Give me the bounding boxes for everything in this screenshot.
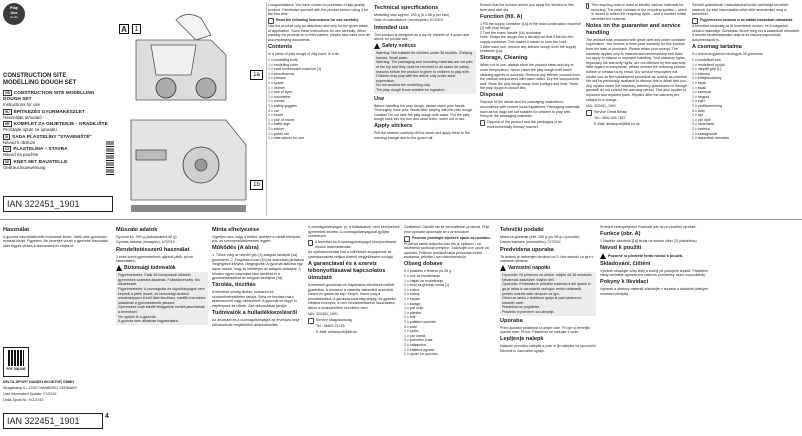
en-use2-text: Before handling the play dough, please wash your hands. Thoroughly rinse your hands after playing with the play dough. Caution! Do not take the play dough with water. Put the play dough back into the tins and close them, when not in use.: [374, 103, 474, 122]
list-item: 3 x auto: [404, 324, 417, 329]
lang-title: ÉPÍTKEZÉS GYURMAKÉSZLET: [13, 109, 85, 115]
book-icon: [404, 236, 410, 242]
hr-read-warning-text: Pozorno pročitajte sljedeće upute za uporabu.: [412, 235, 491, 240]
hu-packaging-text: A csomagolóanyagok, pl. a fóliatasakok, nem kerülhetnek gyermekek kezébe. A csomagolóanyagokat gyűjtse szelektíven.: [308, 225, 400, 239]
en-recycle-code-text: The recycling code is used to identify various materials for recycling. The code consists of the recycling symbol – which is meant to reflect the recycling cycle – and a number which identifies the material.: [591, 3, 688, 21]
en-sticker-heading: Apply stickers: [374, 123, 413, 130]
list-item: 1 x spade: [268, 81, 284, 85]
hu-bottom-1: [116, 225, 208, 433]
list-item: 1 x egér: [692, 99, 705, 104]
recycle-icon: [480, 120, 485, 126]
cz-disposal-heading: Pokyny k likvidaci: [600, 279, 649, 286]
si-usage-heading: Uporaba: [500, 317, 523, 324]
lang-sub: Návod na použitie: [3, 152, 39, 158]
page-marker: 4: [105, 413, 109, 420]
list-item: 1 x guard rail: [268, 131, 289, 136]
list-item: 3 x car: [268, 108, 279, 113]
warning-triangle-icon: [116, 265, 122, 271]
lang-title: SADA PLASTELÍNY "STAVENIŠTĚ": [12, 134, 92, 140]
brand-heading: DELTA-SPORT HANDELSKONTOR GMBH: [3, 380, 74, 384]
en-recycle-code: [586, 3, 688, 21]
recycle-code-icon: [586, 3, 589, 9]
hu-warranty-text: A terméket gondosan és folyamatos ellenőrzés mellett gyártottuk. A termékre a vásárlás dátumától számított három év garanciát kap. Kérjük, őrizze meg a pénztárblokkot. A garancia kizárólag anyag- és gyártási hibákra érvényes, a nem rendeltetésszerű használatra, illetve a szakszerűtlen kezelésre nem.: [308, 283, 396, 311]
hu-contents-intro: 5 x dobozos gyurma mindegyik 28 grammos:: [692, 52, 764, 57]
en-intro: Congratulations! You have chosen to purchase a high-quality product. Familiarise yourself with the product before using it for the first time.: [268, 3, 369, 17]
list-item: 2 x matrica: [692, 126, 710, 131]
hu-use-text: 3 éves kortól gyermekeknek ajánlott játék, privát használatra.: [116, 254, 193, 264]
hu-disposal-text: Az árucikket és a csomagolóanyagot az érvényes helyi előírásoknak megfelelően ártalmatlanítsa.: [212, 318, 300, 327]
figure-label-1b: 1b: [250, 180, 263, 190]
list-item: 3 After each use, remove any leftover dough from the supply container [1a].: [480, 44, 577, 54]
si-use-heading: Predvidena uporaba: [500, 246, 554, 253]
list-item: 1 x kőfejtőcsákány: [692, 76, 722, 81]
warning-triangle-icon: [374, 43, 380, 49]
hu-tech-date: Gyártás dátuma (hónap/év): 07/2019: [116, 240, 175, 245]
list-item: 1 x upute za uporabu: [404, 352, 438, 357]
list-item: Plastelin ni primeren za uživanje.: [502, 309, 555, 314]
hu-bottom-3: [308, 225, 400, 433]
brand-ident: Delta-Sport-Nr.: KG-8743: [3, 397, 44, 402]
hu-safety-heading: [116, 265, 208, 271]
list-item: 2 x traffic sign: [268, 122, 291, 127]
en-read-warning-text: Read the following instructions for use carefully.: [276, 18, 359, 23]
list-item: 2 x naljepnica: [404, 342, 426, 347]
list-item: 1 x szempár: [692, 90, 712, 95]
road-strip: [131, 205, 246, 212]
list-item: 1 x pickaxe: [268, 76, 286, 81]
road-machine-illustration: [116, 0, 265, 218]
hu-function-heading: Működés (A ábra): [212, 245, 259, 252]
brand-date: Last Information Update: 07/2019: [3, 391, 57, 396]
figure-label-a: A: [119, 24, 129, 34]
figure-panel: [116, 0, 265, 218]
list-item: Note: Shape the dough into a flat strip so that it fits into the supply container. This makes it easier to form the road.: [480, 35, 574, 45]
cz-storage-heading: Skladování, čištění: [600, 260, 651, 267]
en-contents-heading: Contents: [268, 44, 293, 51]
si-usage-text: Pred uporabo plastelina si umijte roke. Po igri si temeljito operite roke. Pozor: Plastelina ne mešajte z vodo.: [500, 325, 591, 335]
cover-title-1: CONSTRUCTION SITE: [3, 73, 67, 79]
hu-intro-2: A terméket kizárólag az itt ismertetett módon, és a megadott célokra használja. Gondosan őrizze meg ezt a használati útmutatót. A termék továbbadásakor adja át az összes kapcsolódó dokumentációt is.: [692, 24, 800, 42]
warning-triangle-icon: [500, 265, 506, 271]
en-use-text: This product is designed as a toy for children of 3 years and above for private use.: [374, 32, 470, 42]
si-safety-list: [500, 272, 596, 315]
page-divider: [0, 219, 802, 220]
en-safety-heading-text: Safety notices: [382, 42, 416, 49]
hu-bottom-2: [212, 225, 304, 433]
list-item: Gyermekek csak felnőtt felügyelete mellett játszhatnak a termékkel.: [118, 305, 205, 314]
cz-read-warning: [600, 253, 710, 259]
hu-storage-heading: Tárolás, tisztítás: [212, 282, 256, 289]
list-item: 1 x lopata: [404, 297, 420, 302]
lang-cz: [3, 146, 113, 157]
logo-line-1: Play: [9, 5, 19, 10]
hu-recycle-note: [308, 240, 400, 249]
logo: [3, 3, 25, 25]
list-item: Opozorilo: Embalaža in pritrdilni material ni del igrače in ga je treba iz varnostnih razlogov vedno odstraniti, preden izdelek date otrokom za igro.: [502, 282, 591, 296]
column-rule: [266, 2, 267, 216]
lang-gb: [3, 90, 113, 107]
hr-contents-heading: Obseg dobave: [404, 261, 443, 268]
hu-warranty-heading: A garanciával és a szerviz lebonyolításával kapcsolatos útmutató: [308, 261, 386, 282]
en-function-heading: Function (fill. A): [480, 13, 523, 20]
list-item: 1 x nož za modeliranje: [404, 274, 440, 279]
si-tech-text: Masa za gnetenje pribl. 290 g (po 58 g v posodici): [500, 234, 580, 239]
cz-disposal-text: Výrobek a obalový materiál zlikvidujte v souladu s aktuálně platnými místními předpisy.: [600, 287, 709, 296]
list-item: Children may play with the article only under adult supervision.: [376, 74, 456, 83]
recycle-icon: [308, 240, 313, 246]
cover-title-2: MODELLING DOUGH SET: [3, 80, 77, 86]
hu-service-text: Service Magyarország: [316, 317, 352, 322]
hr-intro: Čestitamo! Odlučili ste se za kvalitetan proizvod. Prije prve uporabe upoznajte se s proizvodom.: [404, 225, 490, 234]
list-item: 1 x road construction machine [1]: [268, 67, 321, 72]
en-col-3: [480, 3, 582, 217]
list-item: 1 x pair of shoes: [268, 117, 295, 122]
cover-panel: [0, 0, 115, 218]
logo-line-3: Junior: [9, 15, 19, 20]
hu-sticker-heading: Minta elhelyezése: [212, 226, 260, 233]
list-item: 1 x védőszemüveg: [692, 103, 722, 108]
en-recycle-text: Dispose of the product and the packaging in an environmentally friendly manner.: [486, 120, 563, 129]
lang-hr: [3, 121, 113, 132]
list-item: 1 x útépítő gép [1]: [692, 67, 721, 72]
list-item: Figyelmeztetés: A csomagolás és rögzítőanyagok nem képezik a játék részét, és biztonsági okokból mindenképpen el kell őket távolítani, mielőtt a terméket odaadnák a gyermekeknek játszani.: [118, 286, 206, 305]
machine-wheel: [156, 78, 176, 98]
en-contents-intro: In a piece of play dough of 28g each, in a tin:: [268, 52, 340, 57]
list-item: 1 x mountains: [268, 94, 291, 99]
list-item: 2 x prometni znak: [404, 338, 433, 343]
cz-function-text: 1 Naplňte zásobník [1a] stroje na stavbu silnic [1] plastelínou.: [600, 239, 698, 244]
list-item: Opozorilo: Ni primerno za otroke, mlajše od 36 mesecev. Nevarnost zadušitve. Majhni deli.: [502, 273, 593, 282]
list-item: 2 x sticker: [268, 126, 285, 131]
list-item: 1 x kaciga: [404, 301, 421, 306]
pdf-online-label: PDF ONLINE: [6, 367, 26, 371]
hu-safety-heading-text: Biztonsági tudnivalók: [124, 264, 176, 271]
cz-read-warning-text: Pozorně si přečtěte tento návod k použití.: [608, 253, 684, 258]
list-item: 1 x safety goggles: [268, 103, 297, 108]
list-item: 1 x lap: [692, 113, 703, 118]
hr-read-warning: [404, 236, 496, 242]
crank-hub: [195, 159, 207, 171]
list-item: 1 x modellező kés: [692, 58, 721, 63]
list-item: 1 x használati útmutató: [692, 136, 729, 141]
list-item: 1 x helmet: [268, 85, 285, 90]
logo-line-2: tive: [10, 9, 18, 15]
list-item: Do not swallow the modelling clay.: [376, 83, 431, 88]
list-item: Figyelmeztetés: Csak 36 hónaposnál idősebb gyermekek számára alkalmas. Fulladásveszély. Kis alkatrészek.: [118, 273, 200, 287]
hu-use-heading: Rendeltetésszerű használat: [116, 246, 190, 253]
en-warranty-heading: Notes on the guarantee and service handling: [586, 22, 681, 36]
en-warranty-text: The product was produced with great care and under constant supervision. You receive a three-year warranty for this product from the date of purchase. Please retain your receipt. The warranty applies only to material and workmanship and does not apply to misuse or improper handling. Your statutory rights, especially the warranty rights, are not affected by this warranty. With regard to complaints, please contact the following service hotline or contact us by email. Our service employees will advise you on the subsequent procedure as quickly as possible. We will be personally available to discuss this in detail with you. Any repairs under the warranty, statutory guarantees or through goodwill do not extend the warranty period. This also applies to replaced and repaired parts. Repairs after the warranty are subject to a charge.: [586, 37, 688, 102]
list-item: Otroci se lahko z izdelkom igrajo le pod nadzorom odraslih oseb.: [502, 296, 582, 305]
list-item: 1 x kramp: [404, 292, 420, 297]
list-item: 1 x mouse: [268, 99, 285, 104]
figure-label-1a: 1a: [250, 70, 263, 80]
si-sticker-heading: Lepljenje nalepk: [500, 336, 544, 343]
list-item: 1 x sisak: [692, 85, 706, 90]
list-item: 1 x zaštitna ograda: [404, 347, 435, 352]
list-item: 1 x instructions for use: [268, 136, 304, 141]
lang-sub: Pročitajte upute za uporabu: [3, 127, 57, 133]
hu-recycle-text: A terméket és a csomagolóanyagot környezetbarát módon ártalmatlanítsa.: [314, 240, 396, 249]
list-item: Warning: Not suitable for children under 36 months. Choking hazard. Small parts.: [376, 51, 473, 60]
hu-tech-heading: Műszaki adatok: [116, 226, 158, 233]
list-item: 1 x hegyek: [692, 94, 710, 99]
list-item: 1 x lapát: [692, 81, 706, 85]
hu-safety-list: [116, 272, 208, 325]
warning-triangle-icon: [600, 253, 606, 259]
list-item: 1 x talicska: [692, 71, 710, 76]
lang-code: CZ: [5, 147, 10, 152]
crank-handle: [136, 150, 166, 160]
cz-manual-heading: Návod k použití: [600, 245, 642, 252]
list-item: 1 x valjak za modeliranje: [404, 278, 444, 283]
list-item: 3 x autó: [692, 108, 705, 113]
en-intro-2: Use the product only as described and only for the given areas of application. Store these instructions for use carefully. When passing the product on to third parties, please also hand over all accompanying documents.: [268, 24, 370, 42]
brand-block: [3, 380, 113, 404]
list-item: 1 x par cipela: [404, 333, 426, 338]
hu-intro: Szívből gratulálunk! Választásával kiváló minőségű terméket vásárolt. Az első használatba vétel előtt ismerkedjen meg a termékkel.: [692, 3, 789, 17]
en-storage-text: When not in use, always store the product clean and dry at room temperature. Never clean the play dough with harsh cleaning agents or solvents. Remove any leftover product from the various components with warm water. Dry the components well. Store the play dough away from sunlight and heat. Store the play dough in closed tins.: [480, 63, 580, 91]
si-safety-heading: [500, 265, 596, 271]
en-disposal-heading: Disposal: [480, 92, 504, 99]
list-item: 1 x modelling roller: [268, 62, 299, 67]
cz-storage-text: Výrobek skladujte vždy čistý a suchý při pokojové teplotě. Plastelínu nikdy nečistěte agresivními čisticími prostředky nebo rozpouštědly.: [600, 268, 709, 278]
list-item: A gyurma nem alkalmas fogyasztásra.: [118, 319, 179, 324]
cz-function-heading: Funkce (obr. A): [600, 231, 641, 238]
phone-icon: [586, 110, 592, 116]
si-safety-heading-text: Varnostni napotki: [508, 264, 550, 271]
lang-code: DE: [5, 159, 10, 164]
lang-si: [3, 134, 113, 145]
list-item: Plastelina ne pogoltnite.: [502, 305, 541, 310]
machine-wheel: [196, 78, 216, 98]
lang-title: PLASTELÍNA – STAVBA: [13, 147, 68, 153]
hu-function-text: 1. Töltse meg az útépítő gép [1] adagoló tartályát [1a] gyurmával. 2. Forgassa a kart [1b] az óramutató járásával megegyező irányba. Megjegyzés: A gyurmát alakítsa egy lapos csíkká, hogy az beleférjen az adagoló tartályba. 3. Minden egyes használat után távolítsa el a gyurmamaradékot az adagoló tartályból [1a].: [212, 253, 304, 281]
hu-storage-text: A terméket mindig tisztán, szárazon és szobahőmérsékleten tárolja. Soha ne tisztítsa maró tisztítószerrel vagy oldószerrel. A gyurmát ne tegye ki napfénynek és hőnek. Zárt dobozokban tárolja.: [212, 290, 297, 309]
si-sticker-text: Nalepke previdno odlepite s pole in jih nalepite na opozorilni trikotnik in varovalno ograjo.: [500, 344, 596, 353]
hu-contents-heading: A csomag tartalma: [692, 44, 742, 51]
figure-label-1: 1: [132, 24, 141, 34]
hu-tech-text: Gyurma kb. 290 g (dobozonként 58 g): [116, 234, 177, 239]
en-disposal-text: Dispose of the article and the packaging materials in accordance with current local regulations. Packaging materials such as foil bags are not suitable for children to play with. Recycle the packaging materials.: [480, 100, 580, 119]
en-tech-heading: Technical specifications: [374, 4, 439, 11]
back-cover: [3, 225, 113, 433]
en-col-2: [374, 3, 476, 217]
list-item: The play dough is not suitable for ingestion.: [376, 87, 446, 92]
list-item: 1 x zaštitne naočale: [404, 319, 436, 324]
list-item: 1 x planine: [404, 310, 422, 315]
cz-col: [600, 225, 710, 433]
en-date: Date of manufacture (month/year): 07/2019: [374, 18, 443, 23]
list-item: Ne nyeljék le a gyurmát.: [118, 314, 157, 319]
list-item: Warning: The packaging and mounting materials are not part of the toy and they must be removed in all cases for safety reasons before the product is given to children to play with.: [376, 60, 473, 74]
hasznalat-heading: Használat: [3, 226, 30, 233]
footer-ian: IAN 322451_1901: [3, 413, 103, 429]
list-item: 2 Turn the crank handle [1b] clockwise.: [480, 30, 543, 35]
lang-code: HU: [5, 109, 10, 114]
list-item: 1 x par očiju: [404, 306, 424, 311]
pdf-online-box: [3, 347, 29, 377]
en-tel: Tel.: 0800 404 7657: [594, 115, 626, 120]
lang-hu: [3, 109, 113, 120]
hand-icon: [176, 14, 211, 40]
en-sticker-text: Pull the stickers carefully off the sheet and apply them to the warning triangle and to the guard rail.: [374, 131, 470, 140]
list-item: 1 x pár cipő: [692, 117, 711, 122]
cz-intro: Srdečně blahopřejeme! Rozhodli jste se pro kvalitní výrobek.: [600, 225, 697, 229]
list-item: 1 x modelling knife: [268, 58, 298, 63]
hr-intro-2: Proizvod rabite isključivo kao što je opisano, i za navedena područja primjene. Sačuvajte ove upute za uporabu. Prilikom prosljeđivanja proizvoda trećim osobama, priložite i svu dokumentaciju.: [404, 241, 489, 260]
en-sticker-note: Ensure that the surface where you apply the stickers is free from dust and dirt.: [480, 3, 575, 12]
si-date: Datum izdelave (mesec/leto): 07/2019: [500, 240, 561, 245]
en-email: E-Mail: deltasport@lidl.co.uk: [594, 121, 640, 126]
list-item: 2 x utcai tábla: [692, 122, 715, 127]
lang-title: KOMPLET ZA GNJETENJE - GRADILIŠTE: [13, 122, 108, 128]
lang-sub: Gebrauchsanweisung: [3, 164, 46, 170]
lang-sub: Návod k obsluze: [3, 139, 36, 145]
en-col-4: [586, 3, 688, 217]
list-item: 1 Fill the supply container [1a] of the road construction machine [1] with play dough.: [480, 21, 581, 31]
lang-code: GB: [5, 91, 10, 95]
lang-code: HR: [5, 122, 10, 127]
lang-sub: Használati útmutató: [3, 114, 42, 120]
list-item: 5 x plastelin u limenci po 28 g: [404, 269, 452, 274]
lang-title: KNET-SET BAUSTELLE: [13, 159, 68, 165]
en-tech-text: Modelling clay approx. 290 g (5 x 58 g per can): [374, 12, 449, 17]
hu-recycle-code-text: Az újrahasznosítási kód a különböző anyagoknak az újrahasznosítás céljára történő megjelölésére szolgál.: [308, 250, 394, 259]
cover-ian: IAN 322451_1901: [3, 196, 113, 212]
en-service-text: Service Great Britain: [594, 109, 628, 114]
hu-tel: Tel.: 06800 21225: [316, 323, 345, 328]
list-item: 1 x board: [268, 113, 283, 118]
brand-address: Wragekamp 6 • 22397 HAMBURG GERMANY: [3, 385, 78, 390]
barcode: [106, 140, 114, 175]
hu-disposal-heading: Tudnivalók a hulladékkezelésről: [212, 310, 298, 317]
en-contents-list: [268, 58, 370, 141]
hu-ian: IAN: 322451_1901: [308, 312, 338, 316]
list-item: 1 x stroj za gradnju cesta [1]: [404, 283, 449, 288]
en-ian: IAN: 322451_1901: [586, 103, 616, 108]
list-item: 1 x miš: [404, 315, 416, 320]
si-use-text: Ta izdelek je namenjen otrokom od 3. leta starosti za igro v zasebne namene.: [500, 254, 594, 264]
lang-de: [3, 159, 113, 170]
lang-code: SI: [5, 134, 9, 139]
si-tech-heading: Tehnički podatki: [500, 226, 544, 233]
si-col: [500, 225, 596, 433]
en-safety-list: [374, 50, 476, 93]
hu-read-warning-text: Figyelmesen olvassa el az alábbi használati útmutatót.: [700, 18, 794, 23]
machine-hopper: [151, 45, 196, 75]
en-safety-heading: [374, 43, 476, 49]
hu-col-top: [692, 3, 800, 217]
list-item: 1 x ploča: [404, 329, 419, 334]
list-item: 1 x wheelbarrow: [268, 71, 295, 76]
hu-sticker-text: Ügyeljen arra, hogy a felület, amelyre a mintát elhelyezi, por- és szennyeződésmentes legyen.: [212, 234, 302, 244]
list-item: 1 x szalagkorlát: [692, 131, 717, 136]
en-col-1: [268, 3, 370, 217]
hasznalat-text: A gyurma használata előtt mossanak kezet. Játék után gondosan mossák kezet. Figyelem: Ne keverjék vízzel a gyurmát! Használat után tegyék vissza a dobozokba és zárják le.: [3, 234, 108, 248]
lang-title: CONSTRUCTION SITE MODELLING DOUGH SET: [3, 91, 95, 102]
en-use2-heading: Use: [374, 95, 385, 102]
list-item: 1 x kolica: [404, 287, 419, 292]
en-use-heading: Intended use: [374, 24, 409, 31]
hr-col: [404, 225, 496, 433]
list-item: 1 x modellező nyújtó: [692, 62, 725, 67]
en-recycle-note: [480, 120, 582, 129]
list-item: 1 x pair of eyes: [268, 90, 293, 95]
qr-code: [8, 350, 24, 366]
phone-icon: [308, 318, 314, 324]
en-storage-heading: Storage, Cleaning: [480, 55, 528, 62]
hu-email: E-Mail: deltasport@lidl.hu: [316, 329, 357, 334]
lang-sub: Instructions for use: [3, 102, 41, 107]
